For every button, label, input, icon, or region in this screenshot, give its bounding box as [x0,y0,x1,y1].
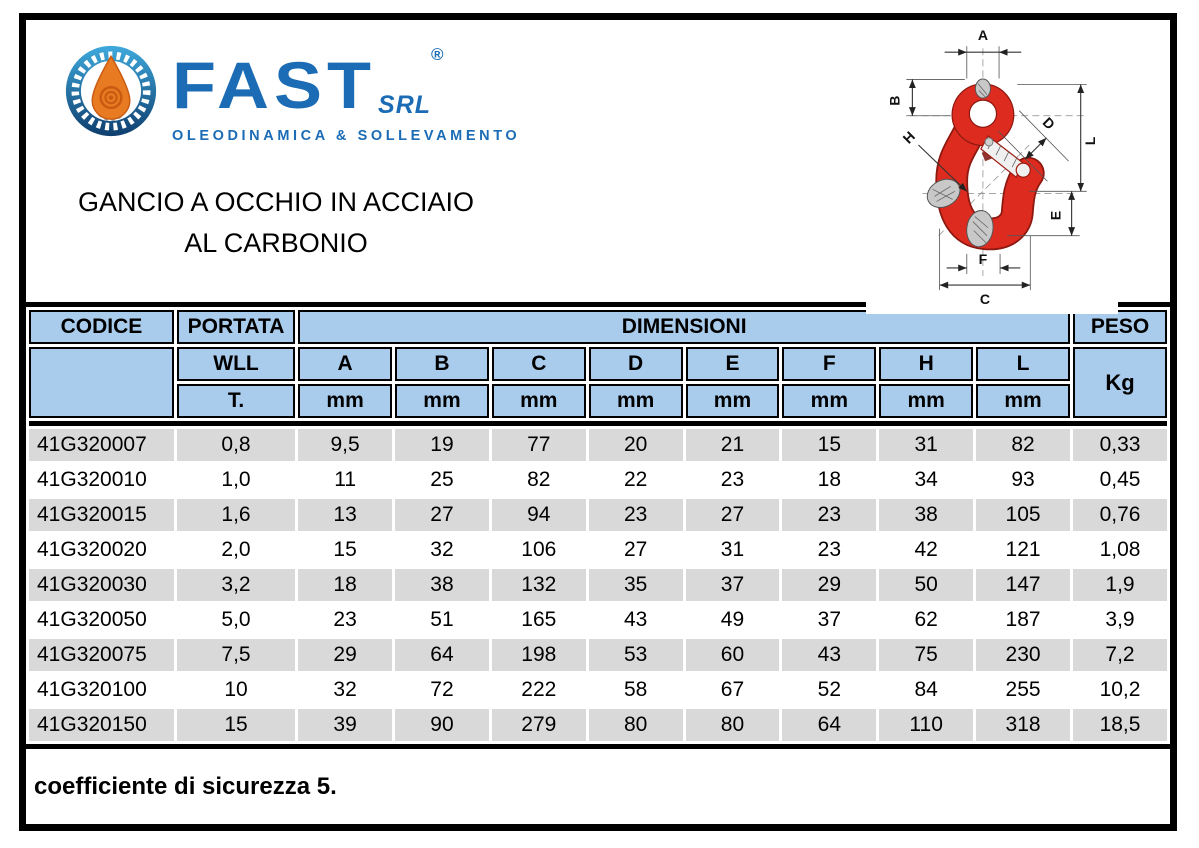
codice-cell: 41G320015 [29,499,174,531]
dim-c-cell: 132 [492,569,586,601]
codice-cell: 41G320075 [29,639,174,671]
dim-c-cell: 222 [492,674,586,706]
product-title-line2: AL CARBONIO [184,228,368,258]
dim-l-cell: 230 [976,639,1070,671]
dim-a-cell: 11 [298,464,392,496]
table-row [29,604,1167,636]
col-header-portata: PORTATA [177,310,295,344]
spec-table-section [26,302,1170,744]
table-row [29,709,1167,741]
dim-b-cell: 90 [395,709,489,741]
dim-e-cell: 67 [686,674,780,706]
unit-header-mm-3: mm [492,384,586,418]
unit-header-mm-5: mm [686,384,780,418]
unit-header-mm-7: mm [879,384,973,418]
dim-f-cell: 52 [782,674,876,706]
footer-note: coefficiente di sicurezza 5. [34,772,337,800]
dim-c-cell: 77 [492,429,586,461]
dim-h-cell: 42 [879,534,973,566]
dim-b-cell: 19 [395,429,489,461]
registered-mark: ® [431,45,444,64]
peso-cell: 18,5 [1073,709,1167,741]
unit-header-mm-2: mm [395,384,489,418]
product-title [76,182,476,264]
hook-technical-drawing [866,22,1118,314]
dim-a-cell: 29 [298,639,392,671]
dim-c-cell: 106 [492,534,586,566]
table-row [29,499,1167,531]
codice-cell: 41G320100 [29,674,174,706]
dim-d-cell: 35 [589,569,683,601]
unit-header-mm-8: mm [976,384,1070,418]
dim-f-cell: 43 [782,639,876,671]
dim-e-cell: 37 [686,569,780,601]
wll-cell: 15 [177,709,295,741]
codice-cell: 41G320010 [29,464,174,496]
dim-f-cell: 64 [782,709,876,741]
dim-e-cell: 23 [686,464,780,496]
dim-h-cell: 84 [879,674,973,706]
dim-d-cell: 80 [589,709,683,741]
dim-b-cell: 64 [395,639,489,671]
dim-l-cell: 121 [976,534,1070,566]
brand-name: FAST [172,49,377,123]
dim-h-cell: 62 [879,604,973,636]
wll-cell: 3,2 [177,569,295,601]
dim-label-L: L [1081,136,1098,146]
dim-b-cell: 38 [395,569,489,601]
dim-a-cell: 32 [298,674,392,706]
dim-b-cell: 51 [395,604,489,636]
col-header-dimensioni: DIMENSIONI [298,310,1070,344]
dim-b-cell: 25 [395,464,489,496]
col-header-e: E [686,347,780,381]
spec-table [26,307,1170,744]
dim-f-cell: 29 [782,569,876,601]
dim-e-cell: 21 [686,429,780,461]
col-header-peso: PESO [1073,310,1167,344]
col-header-h: H [879,347,973,381]
dim-c-cell: 94 [492,499,586,531]
dim-a-cell: 39 [298,709,392,741]
dim-h-cell: 50 [879,569,973,601]
col-header-d: D [589,347,683,381]
col-header-wll: WLL [177,347,295,381]
dim-h-cell: 75 [879,639,973,671]
dim-l-cell: 147 [976,569,1070,601]
peso-cell: 1,08 [1073,534,1167,566]
dim-l-cell: 255 [976,674,1070,706]
dim-c-cell: 279 [492,709,586,741]
dim-h-cell: 110 [879,709,973,741]
dim-l-cell: 93 [976,464,1070,496]
footer-note-row [26,744,1170,824]
dim-f-cell: 37 [782,604,876,636]
dim-a-cell: 13 [298,499,392,531]
header-row-2 [29,347,1167,381]
dim-a-cell: 18 [298,569,392,601]
dim-f-cell: 23 [782,534,876,566]
codice-spacer-cell [29,347,174,418]
company-logo [64,44,520,144]
dim-h-cell: 38 [879,499,973,531]
dim-f-cell: 18 [782,464,876,496]
table-row [29,429,1167,461]
col-header-l: L [976,347,1070,381]
peso-cell: 0,33 [1073,429,1167,461]
unit-header-mm-1: mm [298,384,392,418]
dim-label-F: F [978,250,988,267]
peso-cell: 0,76 [1073,499,1167,531]
codice-cell: 41G320050 [29,604,174,636]
dim-d-cell: 27 [589,534,683,566]
table-row [29,674,1167,706]
wll-cell: 1,6 [177,499,295,531]
codice-cell: 41G320007 [29,429,174,461]
dim-f-cell: 23 [782,499,876,531]
dim-label-C: C [979,291,991,308]
codice-cell: 41G320020 [29,534,174,566]
dim-b-cell: 27 [395,499,489,531]
dim-e-cell: 80 [686,709,780,741]
col-header-c: C [492,347,586,381]
col-header-kg: Kg [1073,347,1167,418]
header-row-1 [29,310,1167,344]
logo-text [172,44,520,144]
dim-b-cell: 32 [395,534,489,566]
dim-l-cell: 187 [976,604,1070,636]
dim-a-cell: 23 [298,604,392,636]
unit-header-mm-4: mm [589,384,683,418]
header-row-3 [29,384,1167,418]
table-row [29,639,1167,671]
col-header-f: F [782,347,876,381]
peso-cell: 0,45 [1073,464,1167,496]
wll-cell: 7,5 [177,639,295,671]
dim-h-cell: 31 [879,429,973,461]
brand-tagline: OLEODINAMICA & SOLLEVAMENTO [172,128,521,144]
unit-header-mm-6: mm [782,384,876,418]
product-title-line1: GANCIO A OCCHIO IN ACCIAIO [77,187,475,217]
codice-cell: 41G320030 [29,569,174,601]
dim-b-cell: 72 [395,674,489,706]
spec-table-body [29,429,1167,741]
dim-l-cell: 105 [976,499,1070,531]
dim-d-cell: 20 [589,429,683,461]
sheet-frame [19,13,1177,831]
peso-cell: 10,2 [1073,674,1167,706]
header-body-divider [29,421,1167,426]
peso-cell: 1,9 [1073,569,1167,601]
codice-cell: 41G320150 [29,709,174,741]
dim-c-cell: 165 [492,604,586,636]
dim-label-H: H [899,128,919,147]
wll-cell: 1,0 [177,464,295,496]
unit-header-t: T. [177,384,295,418]
col-header-a: A [298,347,392,381]
wll-cell: 0,8 [177,429,295,461]
dim-label-A: A [977,27,989,44]
wll-cell: 10 [177,674,295,706]
dim-d-cell: 22 [589,464,683,496]
col-header-b: B [395,347,489,381]
dim-e-cell: 27 [686,499,780,531]
table-row [29,464,1167,496]
dim-d-cell: 23 [589,499,683,531]
col-header-codice: CODICE [29,310,174,344]
wll-cell: 5,0 [177,604,295,636]
dim-e-cell: 31 [686,534,780,566]
dim-h-cell: 34 [879,464,973,496]
dim-d-cell: 53 [589,639,683,671]
brand-suffix: SRL [378,91,432,119]
dim-l-cell: 82 [976,429,1070,461]
dim-c-cell: 198 [492,639,586,671]
table-row [29,534,1167,566]
dim-c-cell: 82 [492,464,586,496]
gear-drop-logo-icon [64,44,158,138]
dim-a-cell: 15 [298,534,392,566]
dim-label-B: B [886,95,903,106]
header-area [26,20,1170,308]
dim-a-cell: 9,5 [298,429,392,461]
wll-cell: 2,0 [177,534,295,566]
dim-d-cell: 43 [589,604,683,636]
dim-e-cell: 49 [686,604,780,636]
table-row [29,569,1167,601]
dim-label-E: E [1047,210,1064,221]
dim-l-cell: 318 [976,709,1070,741]
peso-cell: 7,2 [1073,639,1167,671]
dim-e-cell: 60 [686,639,780,671]
dim-d-cell: 58 [589,674,683,706]
dim-f-cell: 15 [782,429,876,461]
peso-cell: 3,9 [1073,604,1167,636]
dim-label-D: D [1039,114,1059,133]
